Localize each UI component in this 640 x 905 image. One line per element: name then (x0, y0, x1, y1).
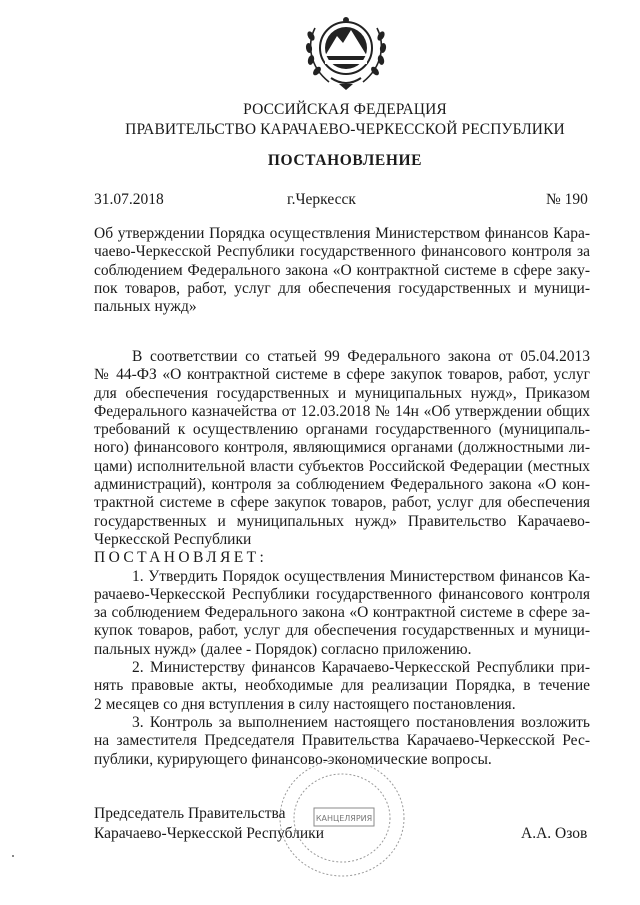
item-3-line: 3. Контроль за выполнением настоящего постановления возложить (132, 713, 590, 731)
document-type: ПОСТАНОВЛЕНИЕ (267, 152, 423, 169)
preamble-line: администраций), контроля за соблюдением Федерального закона «О кон- (94, 476, 590, 494)
preamble-line: требований к осуществлению органами государственного (муниципаль- (94, 421, 590, 439)
stamp-text: КАНЦЕЛЯРИЯ (315, 814, 373, 823)
preamble-line: государственных и муниципальных нужд» Правительство Карачаево- (94, 512, 590, 530)
subject-line: пок товаров, работ, услуг для обеспечения государственных и муници- (94, 279, 590, 297)
document-number: № 190 (546, 191, 588, 208)
item-2-line: 2 месяцев со дня вступления в силу настоящего постановления. (94, 695, 516, 713)
document-body (94, 348, 590, 769)
signatory-position-line-1: Председатель Правительства (94, 805, 286, 822)
item-1-line: купок товаров, работ, услуг для обеспечения государственных и муници- (94, 622, 590, 640)
signatory-name: А.А. Озов (521, 825, 588, 842)
preamble-line: для обеспечения государственных и муниципальных нужд», Приказом (94, 384, 590, 402)
government-title: ПРАВИТЕЛЬСТВО КАРАЧАЕВО-ЧЕРКЕССКОЙ РЕСПУБЛИКИ (125, 121, 565, 138)
preamble-line: В соответствии со статьей 99 Федерального закона от 05.04.2013 (132, 348, 590, 365)
item-3-line: на заместителя Председателя Правительства Карачаево-Черкесской Рес- (94, 732, 590, 750)
coat-of-arms-icon (301, 6, 391, 92)
document-date: 31.07.2018 (94, 191, 164, 208)
scan-speck (12, 855, 14, 857)
item-2-line: 2. Министерству финансов Карачаево-Черкесской Республики при- (132, 659, 590, 677)
subject-line: пальных нужд» (94, 298, 197, 316)
document-city: г.Черкесск (287, 191, 356, 208)
subject-line: чаево-Черкесской Республики государственного финансового контроля за (94, 243, 590, 261)
preamble-line: Федерального казначейства от 12.03.2018 № 14н «Об утверждении общих (94, 402, 590, 420)
resolves-heading: ПОСТАНОВЛЯЕТ: (94, 549, 268, 567)
subject-line: соблюдением Федерального закона «О контрактной системе в сфере заку- (94, 261, 590, 279)
subject-line: Об утверждении Порядка осуществления Министерством финансов Кара- (94, 225, 590, 242)
item-1-line: за соблюдением Федерального закона «О контрактной системе в сфере за- (94, 604, 590, 622)
preamble-line: трактной системе в сфере закупок товаров, работ, услуг для обеспечения (94, 494, 590, 512)
official-stamp (270, 752, 410, 882)
item-1-line: 1. Утвердить Порядок осуществления Министерством финансов Ка- (132, 567, 590, 585)
document-subject (94, 225, 590, 316)
preamble-line: ного) финансового контроля, являющимися органами (должностными ли- (94, 439, 590, 457)
preamble-line: цами) исполнительной власти субъектов Российской Федерации (местных (94, 457, 590, 475)
signatory-position-line-2: Карачаево-Черкесской Республики (94, 825, 324, 842)
country-title: РОССИЙСКАЯ ФЕДЕРАЦИЯ (243, 101, 447, 118)
preamble-line: № 44-ФЗ «О контрактной системе в сфере закупок товаров, работ, услуг (94, 366, 590, 384)
item-1-line: пальных нужд» (далее - Порядок) согласно приложению. (94, 640, 472, 658)
item-3-line: публики, курирующего финансово-экономические вопросы. (94, 750, 492, 768)
preamble-line: Черкесской Республики (94, 530, 252, 548)
item-2-line: нять правовые акты, необходимые для реализации Порядка, в течение (94, 677, 590, 695)
item-1-line: рачаево-Черкесской Республики государственного финансового контроля (94, 585, 590, 603)
